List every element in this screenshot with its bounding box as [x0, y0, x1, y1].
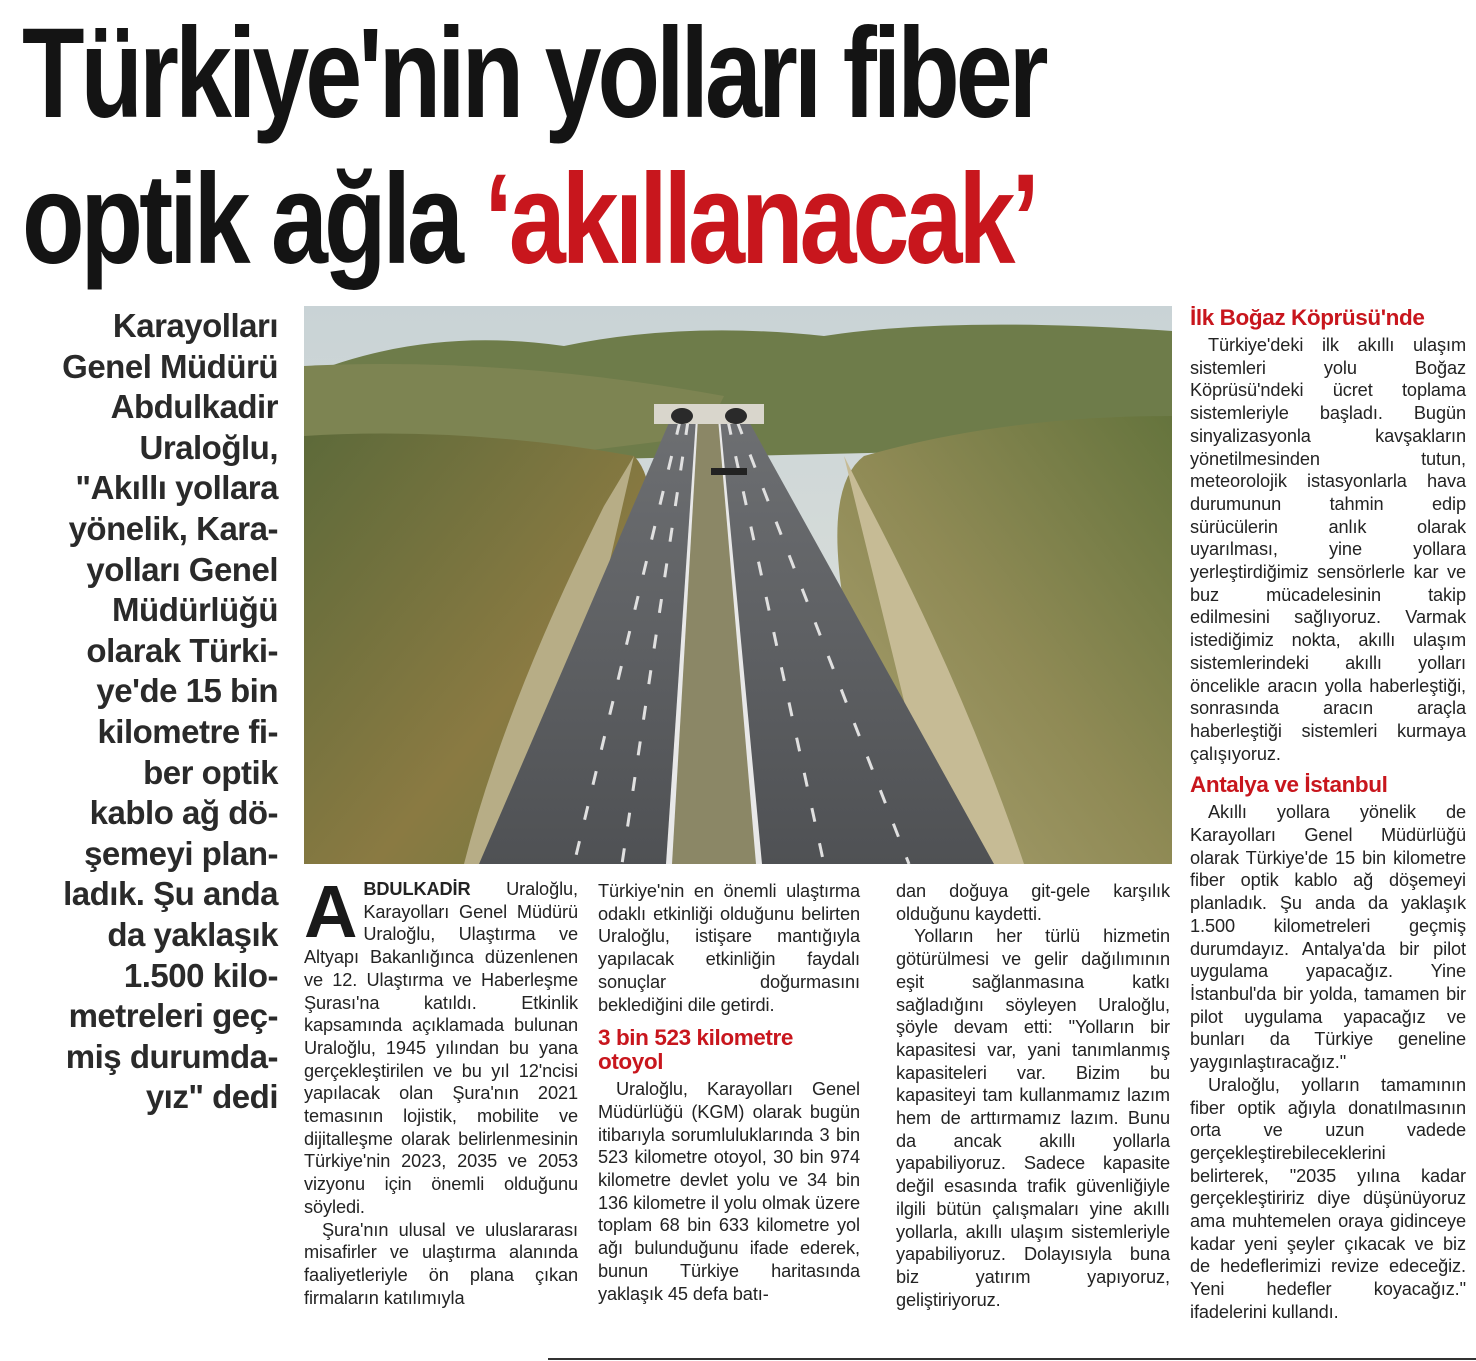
drop-cap: A: [304, 870, 358, 953]
subheading-antalya: Antalya ve İstanbul: [1190, 772, 1388, 798]
subheading-bogaz: İlk Boğaz Köprüsü'nde: [1190, 305, 1425, 330]
headline-line-1: Türkiye'nin yolları fiber: [22, 2, 1045, 145]
pull-quote: Karayolları Genel Müdürü Abdulkadir Uraloğlu, "Akıllı yollara yönelik, Kara- yolları Genel Müdürlüğü olarak Türki- ye'de 15 bin kilometre fi- ber optik kablo ağ dö- şemeyi plan- ladık. Şu anda da yaklaşık 1.500 kilo- metreleri geç- miş durumda- yız" dedi: [62, 307, 278, 1116]
headline: [22, 0, 1174, 292]
column-4-paragraph-1: Türkiye'deki ilk akıllı ulaşım sistemleri yolu Boğaz Köprüsü'ndeki ücret toplama sistemleriyle başladı. Bugün sinyalizasyonla kavşakların yönetilmesinden tutun, meteorolojik istasyonlarla hava durumunun tahmin edip sürücülerin anlık olarak uyarılması, yine yollara yerleştirdiğimiz sensörlerle kar ve buz mücadelesinin takip edilmesini sağlıyoruz. Varmak istediğimiz nokta, akıllı ulaşım sistemlerindeki akıllı yolları öncelikle aracın yolla haberleştiği, sonrasında aracın araçla haberleştiği sistemleri kurmaya çalışıyoruz.: [1190, 335, 1466, 764]
column-1-paragraph-2: Şura'nın ulusal ve uluslararası misafirler ve ulaştırma alanında faaliyetleriyle ön plana çıkan firmaların katılımıyla: [304, 1219, 578, 1308]
headline-line-2-start: optik ağla: [22, 148, 485, 291]
column-1-text: Uraloğlu, Karayolları Genel Müdürü Uraloğlu, Ulaştırma ve Altyapı Bakanlığınca düzenlenen ve 12. Ulaştırma ve Haberleşme Şurası'na katıldı. Etkinlik kapsamında açıklamada bulunan Uraloğlu, 1945 yılından bu yana gerçekleştirilen ve bu yıl 12'ncisi yapılacak olan Şura'nın 2021 temasının lojistik, mobilite ve dijitalleşme olarak belirlenmesinin Türkiye'nin 2023, 2035 ve 2053 vizyonu için önemli olduğunu söyledi.: [304, 879, 578, 1217]
column-2-paragraph-1: Türkiye'nin en önemli ulaştırma odaklı etkinliği olduğunu belirten Uraloğlu, istişare mantığıyla yapılacak etkinliğin faydalı sonuçlar doğurmasını beklediğini dile getirdi.: [598, 881, 860, 1015]
highway-illustration: [304, 306, 1172, 864]
column-4-paragraph-2: Akıllı yollara yönelik de Karayolları Genel Müdürlüğü olarak Türkiye'de 15 bin kilometre fiber optik kablo ağ döşemeyi planladık. Şu anda da yaklaşık 1.500 kilometreleri geçmiş durumdayız. Antalya'da bir pilot uygulama yapacağız. Yine İstanbul'da bir yolda, tamamen bir pilot uygulama yapacağız ve bunları da Türkiye geneline yaygınlaştıracağız.": [1190, 802, 1466, 1073]
subheading-otoyol: 3 bin 523 kilometre otoyol: [598, 1025, 793, 1075]
column-4-paragraph-3: Uraloğlu, yolların tamamının fiber optik ağıyla donatılmasının orta ve uzun vadede gerçekleştirebileceklerini belirterek, "2035 yılına kadar gerçekleştiririz diye düşünüyoruz ama muhtemelen oraya gidinceye kadar yeni şeyler çıkacak ve biz de hedeflerimizi revize edeceğiz. Yeni hedefler koyacağız." ifadelerini kullandı.: [1190, 1074, 1466, 1322]
article-column-1: [304, 870, 578, 1309]
article-column-4: [1190, 306, 1466, 1324]
bottom-rule: [548, 1358, 1476, 1360]
article-column-3: [896, 880, 1170, 1311]
lead-word: BDULKADİR: [363, 879, 471, 899]
highway-photo: [304, 306, 1172, 864]
headline-accent: ‘akıllanacak’: [484, 148, 1036, 291]
column-1-paragraph-1: [304, 870, 578, 1219]
column-3-paragraph-1: dan doğuya git-gele karşılık olduğunu kaydetti.: [896, 881, 1170, 924]
column-3-paragraph-2: Yolların her türlü hizmetin götürülmesi ve gelir dağılımının eşit sağlanmasına katkı sağladığını söyleyen Uraloğlu, şöyle devam etti: "Yolların bir kapasitesi var, yani tanımlanmış kapasiteleri var. Bizim bu kapasiteyi tam kullanmamız lazım hem de arttırmamız lazım. Bunu da ancak akıllı yollarla yapabiliyoruz. Sadece kapasite değil esasında trafik güvenliğiyle ilgili bütün çalışmaları yine akıllı yollarla, akıllı ulaşım sistemleriyle yapabiliyoruz. Dolayısıyla buna biz yatırım yapıyoruz, geliştiriyoruz.: [896, 926, 1170, 1310]
article-column-2: [598, 880, 860, 1305]
headline-line-2: [22, 146, 1174, 292]
column-2-paragraph-2: Uraloğlu, Karayolları Genel Müdürlüğü (KGM) olarak bugün itibarıyla sorumluluklarında 3 bin 523 kilometre otoyol, 30 bin 974 kilometre devlet yolu ve 34 bin 136 kilometre il yolu olmak üzere toplam 68 bin 633 kilometre yol ağı bulunduğunu ifade ederek, bunun Türkiye haritasında yaklaşık 45 defa batı-: [598, 1079, 860, 1304]
